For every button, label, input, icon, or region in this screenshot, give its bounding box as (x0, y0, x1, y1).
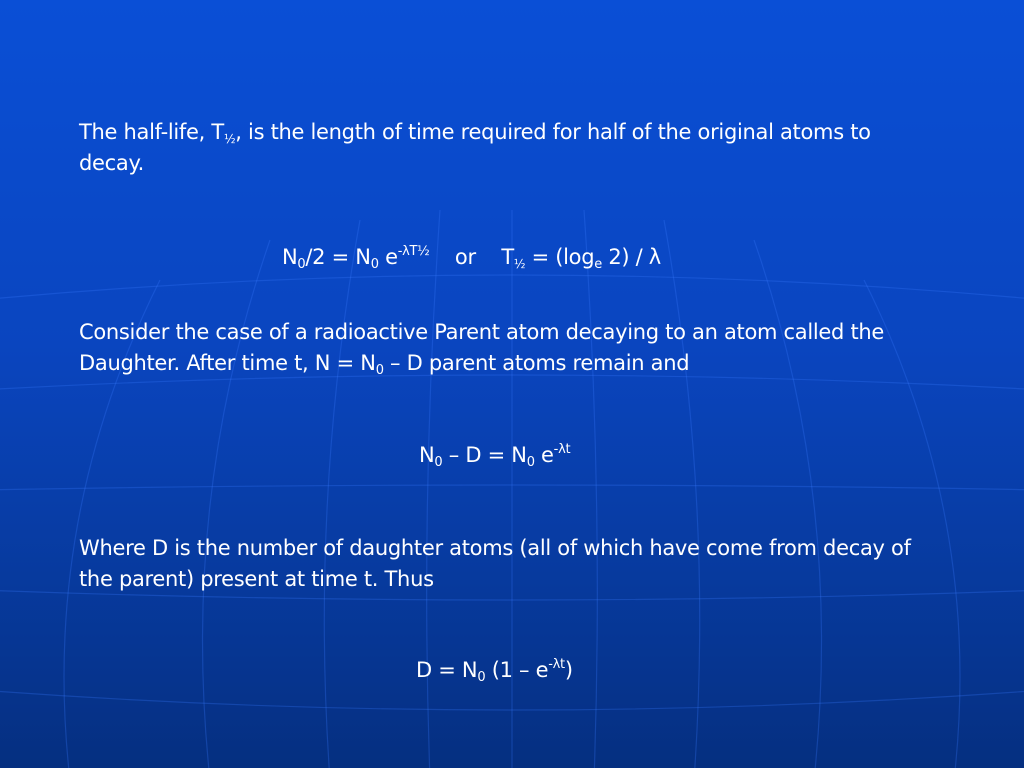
eq1-sub1: 0 (370, 257, 379, 272)
parent-daughter-paragraph (79, 317, 939, 379)
where-text: Where D is the number of daughter atoms (all of which have come from decay of the parent) present at time t. Thus (79, 536, 911, 591)
daughter-equation (0, 655, 1024, 686)
consider-text-start: Consider the case of a radioactive Parent atom decaying to an atom called the Daughter. After time t, N = N (79, 320, 885, 375)
eq1-log-base: e (594, 257, 602, 272)
eq1-n: N (282, 245, 298, 269)
daughter-definition-paragraph (79, 533, 939, 595)
eq2-sub0: 0 (434, 455, 443, 470)
eq1-part-c: = (log (525, 245, 595, 269)
remaining-atoms-equation (0, 440, 1024, 471)
eq3-exponent: -λt (548, 657, 565, 672)
eq3-part-a: D = N (416, 658, 478, 682)
eq1-sub0: 0 (297, 257, 306, 272)
eq1-exponent: -λT½ (397, 244, 430, 259)
eq3-part-c: ) (564, 658, 573, 682)
eq2-sub1: 0 (526, 455, 535, 470)
half-life-definition (79, 117, 939, 179)
eq1-part-a: /2 = N (305, 245, 371, 269)
eq1-half-subscript: ½ (513, 257, 526, 271)
eq3-sub0: 0 (477, 670, 486, 685)
half-life-equation (0, 242, 1024, 273)
eq1-t: T (501, 245, 514, 269)
half-subscript: ½ (223, 132, 236, 146)
eq2-part-b: e (534, 443, 554, 467)
consider-sub0: 0 (375, 363, 384, 378)
eq3-part-b: (1 – e (485, 658, 549, 682)
eq2-part-a: – D = N (442, 443, 527, 467)
definition-text-end: , is the length of time required for half of the original atoms to decay. (79, 120, 871, 175)
consider-text-end: – D parent atoms remain and (383, 351, 690, 375)
definition-text-start: The half-life, T (79, 120, 224, 144)
eq1-part-d: 2) / λ (601, 245, 661, 269)
eq1-part-b: e (378, 245, 398, 269)
eq2-exponent: -λt (553, 442, 571, 457)
eq2-n: N (419, 443, 435, 467)
eq1-or: or (429, 245, 502, 269)
